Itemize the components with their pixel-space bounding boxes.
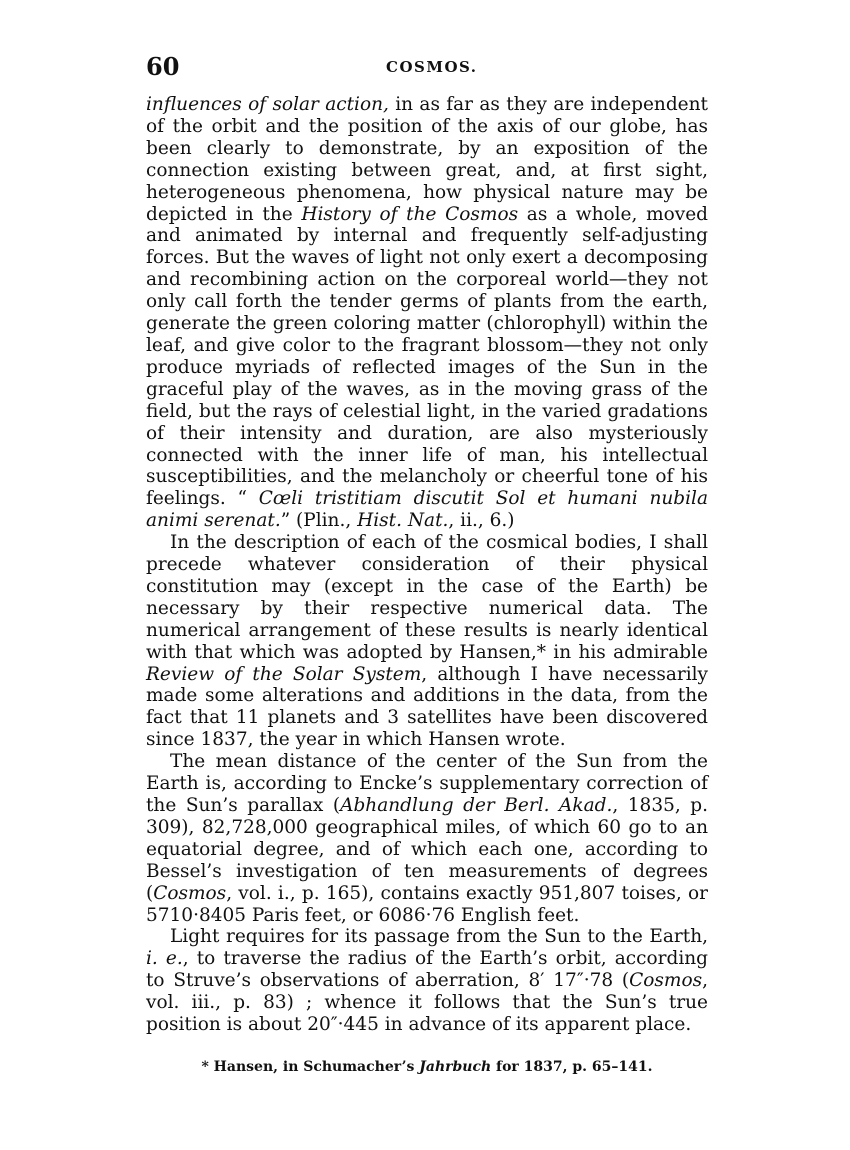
text-run: , to traverse the radius of the Earth’s orbit, according to Struve’s observations of aberration, 8′ 17″·78 ( — [146, 948, 708, 992]
text-run: , although I have necessarily made some alterations and additions in the data, from the fact that 11 planets and 3 satellites have been discovered since 1837, the year in which Hansen wrote. — [146, 663, 708, 751]
text-run: as a whole, moved and animated by internal and frequently self-adjusting forces. But the waves of light not only exert a decomposing and recombining action on the corporeal world—they not only call forth the tender germs of plants from the earth, generate the green coloring matter (chlorophyll) within the leaf, and give color to the fragrant blossom—they not only produce myriads of reflected images of the Sun in the graceful play of the waves, as in the moving grass of the field, but the rays of celestial light, in the varied gradations of their intensity and duration, are also mysteriously connected with the inner life of man, his intellectual susceptibilities, and the melancholy or cheerful tone of his feelings. “ — [146, 203, 708, 510]
paragraph-2 — [146, 532, 708, 751]
paragraph-1 — [146, 94, 708, 532]
paragraph-3 — [146, 751, 708, 926]
text-run: influences of solar action, — [146, 94, 389, 115]
text-run: Review of the Solar System — [146, 663, 422, 685]
page-header — [146, 52, 708, 94]
text-run: , 1835, p. 309), 82,728,000 geographical miles, of which 60 go to an equatorial degree, and of which each one, according to Bessel’s investigation of ten measurements of degrees ( — [146, 795, 709, 904]
text-run: , vol. iii., p. 83) ; whence it follows that the Sun’s true position is about 20″·445 in advance of its apparent place. — [146, 970, 708, 1036]
text-run: Light requires for its passage from the Sun to the Earth, — [170, 926, 708, 948]
text-run: Abhandlung der Berl. Akad. — [340, 795, 613, 816]
text-run: for 1837, p. 65–141. — [491, 1058, 653, 1075]
book-page — [146, 52, 708, 1076]
text-run: , ii., 6.) — [448, 510, 515, 532]
spacer — [146, 1036, 708, 1058]
text-run: ” (Plin., — [280, 510, 358, 532]
text-run: History of the Cosmos — [301, 203, 519, 225]
footnote — [146, 1058, 708, 1076]
page-number: 60 — [146, 52, 180, 81]
text-run: , vol. i., p. 165), contains exactly 951,807 toises, or 5710·8405 Paris feet, or 6086·76 English feet. — [146, 882, 708, 926]
text-run: In the description of each of the cosmical bodies, I shall precede whatever consideration of their physical constitution may (except in the case of the Earth) be necessary by their respective numerical data. The numerical arrangement of these results is nearly identical with that which was adopted by Hansen,* in his admirable — [146, 532, 708, 663]
text-run: * Hansen, in Schumacher’s — [201, 1058, 420, 1075]
text-run: Jahrbuch — [419, 1058, 492, 1075]
running-head: COSMOS. — [386, 58, 478, 76]
text-run: Cosmos — [629, 970, 703, 992]
text-run: Hist. Nat. — [357, 510, 449, 532]
paragraph-4 — [146, 926, 708, 1036]
text-run: Cosmos — [153, 882, 227, 904]
text-run: Cœli tristitiam discutit Sol et humani nubila animi serenat. — [146, 488, 708, 532]
text-run: i. e. — [146, 948, 183, 970]
text-run: The mean distance of the center of the Sun from the Earth is, according to Encke’s supplementary correction of the Sun’s parallax ( — [146, 751, 708, 816]
text-run: in as far as they are independent of the orbit and the position of the axis of our globe, has been clearly to demonstrate, by an exposition of the connection existing between great, and, at first sight, heterogeneous phenomena, how physical nature may be depicted in the — [146, 94, 708, 225]
